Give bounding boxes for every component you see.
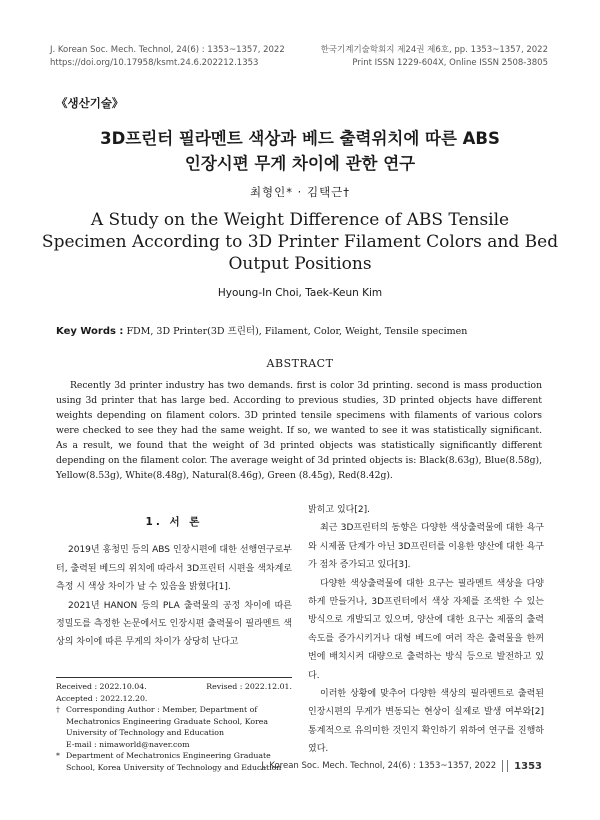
page-number: 1353 [514,760,542,772]
english-title-line-3: Output Positions [228,254,372,274]
intro-paragraph-2-continued: 밝히고 있다[2]. [308,505,370,515]
journal-citation: J. Korean Soc. Mech. Technol, 24(6) : 1353~1357, 2022 [50,45,285,55]
corresponding-author-text: Corresponding Author : Member, Department of Mechatronics Engineering Graduate School, Korea University of Technology and Education [66,705,269,737]
issn-info: Print ISSN 1229-604X, Online ISSN 2508-3805 [352,58,548,68]
introduction-heading: 1. 서 론 [145,516,203,528]
email-note [56,739,292,751]
english-title-line-2: Specimen According to 3D Printer Filament Colors and Bed [41,232,559,252]
keywords-label: Key Words : [56,326,124,337]
footnotes [56,681,292,773]
intro-paragraph-4: 다양한 색상출력물에 대한 요구는 필라멘트 색상을 다양하게 만들거나, 3D프린터에서 색상 자체를 조색한 수 있는 방식으로 개발되고 있으며, 양산에 대한 요구는 제품의 출력 속도를 증가시키거나 대형 베드에 여러 작은 출력물을 한꺼번에 배치시켜 대량으로 출력하는 방식 등으로 발전하고 있다. [308,578,544,681]
intro-paragraph-5: 이러한 상황에 맞추어 다양한 색상의 필라멘트로 출력된 인장시편의 무게가 변동되는 현상이 실제로 발생 여부와[2] 통계적으로 유의미한 것인지 확인하기 위하여 연구를 진행하였다. [308,689,544,755]
running-header-right [321,44,548,70]
revised-date: Revised : 2022.12.01. [206,682,292,691]
right-column [308,501,544,759]
keywords [56,323,467,337]
corresponding-author-note [56,704,292,739]
english-authors: Hyoung-In Choi, Taek-Keun Kim [217,287,383,299]
page-footer [261,760,542,772]
footnote-divider [56,677,292,678]
english-title-line-1: A Study on the Weight Difference of ABS Tensile [90,210,510,230]
received-revised-dates [56,681,292,693]
section-tag: 《생산기술》 [56,96,124,110]
abstract-text: Recently 3d printer industry has two demands. first is color 3d printing. second is mass production using 3d printer that has large bed. According to previous studies, 3D printed objects have different weights depending on filament colors. 3D printed tensile specimens with filaments of various colors were checked to see they had the same weight. If so, we wanted to see it was statistically significant. As a result, we found that the weight of 3d printed objects was statistically significantly different depending on the filament color. The average weight of 3d printed objects is: Black(8.63g), Blue(8.58g), Yellow(8.53g), White(8.48g), Natural(8.46g), Green (8.45g), Red(8.42g). [56,380,542,481]
author-email[interactable]: E-mail : nimaworld@naver.com [66,739,190,749]
left-column [56,513,292,652]
department-text: Department of Mechatronics Engineering Graduate School, Korea University of Technology and Education [66,751,282,772]
footer-separator [507,760,508,772]
doi-link[interactable]: https://doi.org/10.17958/ksmt.24.6.202212.1353 [50,58,259,68]
korean-title-line-1: 3D프린터 필라멘트 색상과 베드 출력위치에 따른 ABS [100,129,500,148]
department-note [56,750,292,773]
footer-separator [502,760,503,772]
korean-title [0,126,600,176]
intro-paragraph-1: 2019년 홍청민 등의 ABS 인장시편에 대한 선행연구로부터, 출력된 베드의 위치에 따라서 3D프린터 시편을 색차계로 측정 시 색상 차이가 날 수 있음을 밝혔다[1]. [56,545,292,593]
keywords-text: FDM, 3D Printer(3D 프린터), Filament, Color, Weight, Tensile specimen [126,326,468,337]
korean-authors: 최형인* · 김택근† [249,185,351,199]
accepted-date: Accepted : 2022.12.20. [56,693,148,703]
running-header-left [50,44,285,70]
abstract-heading: ABSTRACT [266,357,334,370]
korean-title-line-2: 인장시편 무게 차이에 관한 연구 [184,154,416,173]
intro-paragraph-2: 2021년 HANON 등의 PLA 출력물의 공정 차이에 따른 정밀도를 측정한 논문에서도 인장시편 출력물이 필라멘트 색상의 차이에 따른 무게의 차이가 상당히 난다고 [56,600,292,648]
footer-citation: J. Korean Soc. Mech. Technol, 24(6) : 1353~1357, 2022 [261,761,497,771]
received-date: Received : 2022.10.04. [56,682,147,691]
intro-paragraph-3: 최근 3D프린터의 동향은 다양한 색상출력물에 대한 욕구와 시제품 단계가 아닌 3D프린터를 이용한 양산에 대한 욕구가 점차 증가되고 있다[3]. [308,523,544,571]
english-title [0,209,600,275]
asterisk-mark: * [56,751,60,760]
dagger-mark: † [56,705,60,714]
journal-citation-korean: 한국기계기술학회지 제24권 제6호, pp. 1353~1357, 2022 [320,45,548,55]
